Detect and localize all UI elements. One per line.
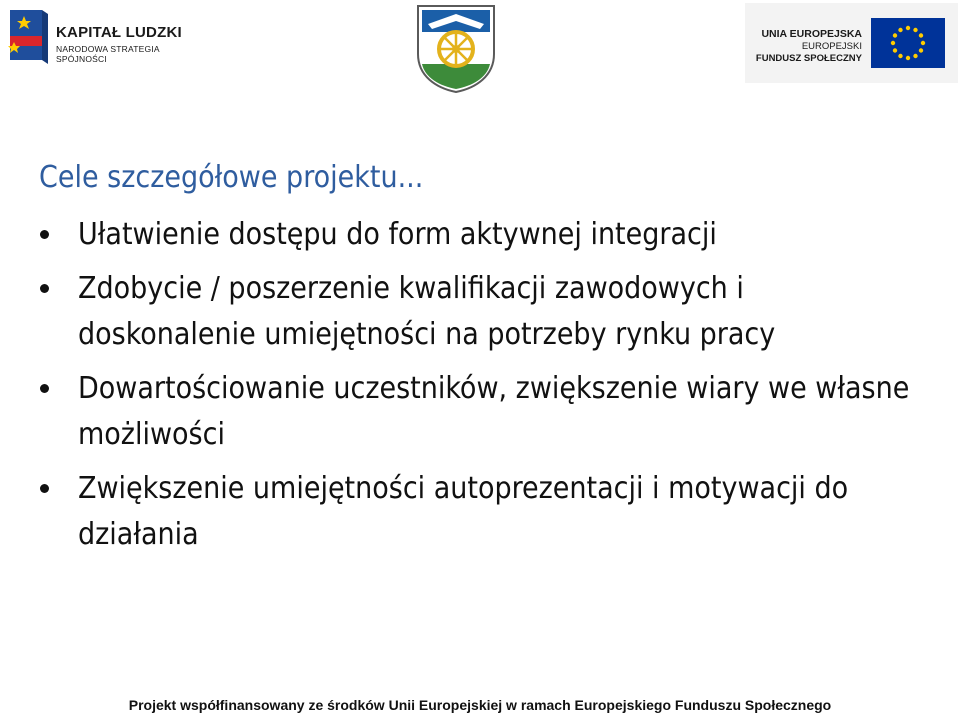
ue-line-3: FUNDUSZ SPOŁECZNY xyxy=(755,53,862,64)
bullet-item: Zwiększenie umiejętności autoprezentacji i motywacji do działania xyxy=(39,466,929,558)
ue-line-1: UNIA EUROPEJSKA xyxy=(761,28,862,40)
kapital-ludzki-subtitle: NARODOWA STRATEGIA SPÓJNOŚCI xyxy=(56,44,160,64)
municipal-crest xyxy=(414,2,498,94)
eu-flag-icon xyxy=(871,18,945,68)
slide-heading: Cele szczegółowe projektu... xyxy=(39,160,424,195)
footer-cofinancing-note: Projekt współfinansowany ze środków Unii Europejskiej w ramach Europejskiego Funduszu Społecznego xyxy=(128,697,832,713)
kapital-ludzki-logo xyxy=(4,4,204,66)
bullet-list xyxy=(39,212,929,566)
kapital-ludzki-title: KAPITAŁ LUDZKI xyxy=(56,24,182,41)
ue-line-2: EUROPEJSKI xyxy=(801,41,862,52)
coat-of-arms-icon xyxy=(414,2,498,94)
bullet-item: Zdobycie / poszerzenie kwalifikacji zawodowych i doskonalenie umiejętności na potrzeby rynku pracy xyxy=(39,266,929,358)
bullet-item: Dowartościowanie uczestników, zwiększenie wiary we własne możliwości xyxy=(39,366,929,458)
bullet-item: Ułatwienie dostępu do form aktywnej integracji xyxy=(39,212,929,258)
unia-europejska-logo xyxy=(745,3,958,83)
kapital-ludzki-emblem-icon xyxy=(6,6,50,64)
